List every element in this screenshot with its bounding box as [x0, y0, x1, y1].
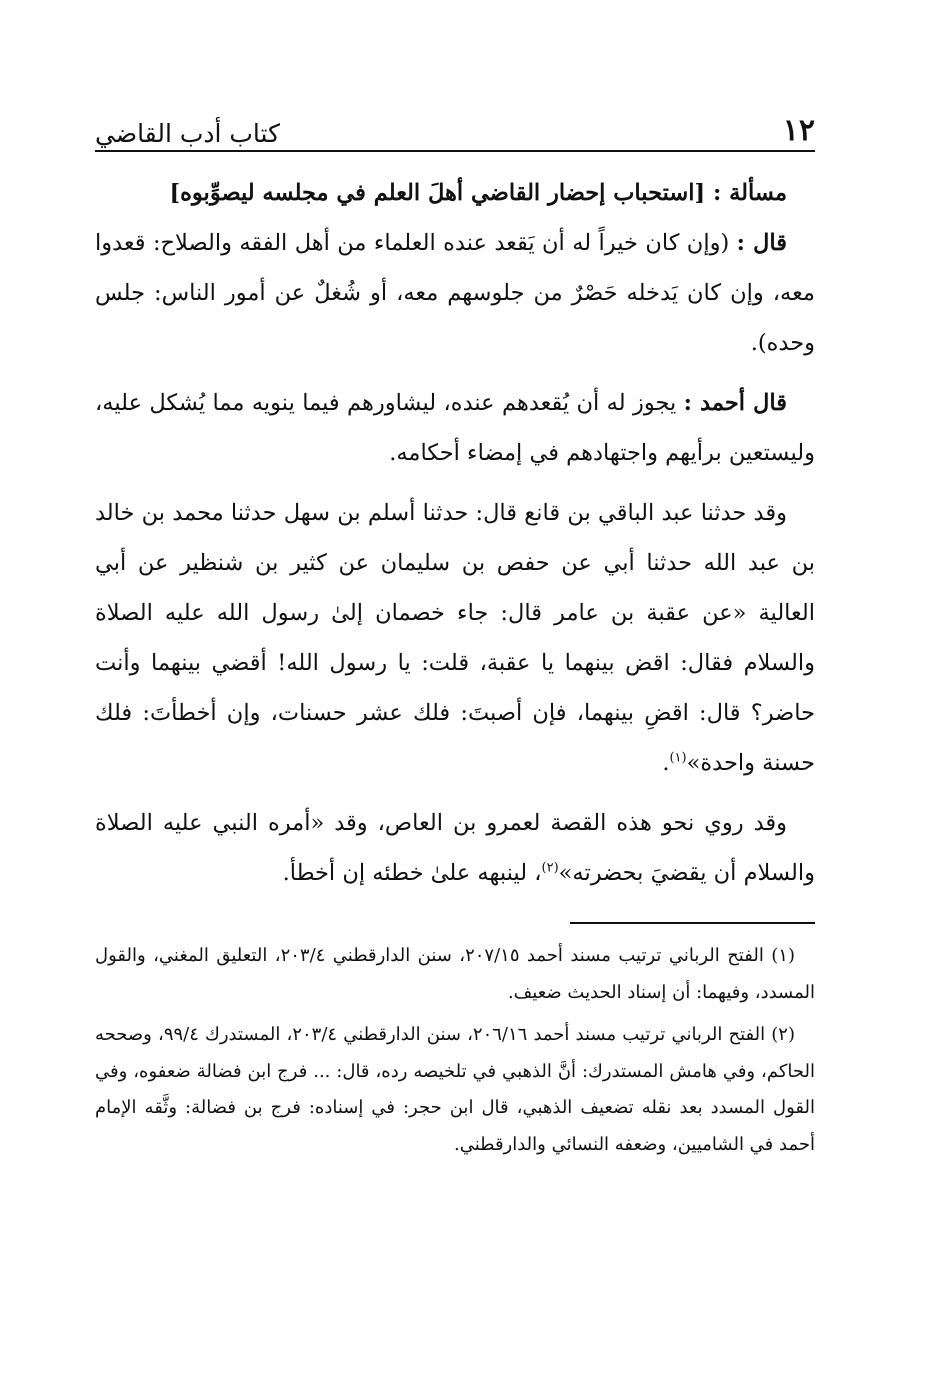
- footnotes: [95, 938, 815, 1169]
- footnote-ref-2: (٢): [541, 860, 559, 876]
- book-page: [95, 0, 815, 1378]
- paragraph-ahmad: [95, 378, 815, 478]
- paragraph-qala: [95, 218, 815, 368]
- amr-end: ، لينبهه علىٰ خطئه إن أخطأ.: [282, 860, 542, 886]
- qala-label: قال :: [736, 230, 787, 256]
- amr-text: وقد روي نحو هذه القصة لعمرو بن العاص، وقد «أمره النبي عليه الصلاة والسلام أن يقضيَ بحضرته»: [95, 810, 815, 886]
- ahmad-label: قال أحمد :: [683, 390, 788, 416]
- footnote-2: (٢) الفتح الرباني ترتيب مسند أحمد ٢٠٦/١٦، سنن الدارقطني ٢٠٣/٤، المستدرك ٩٩/٤، وصححه الحاكم، وفي هامش المستدرك: أنَّ الذهبي في تلخيصه رده، قال: ... فرج ابن فضالة ضعفوه، وفي القول المسدد بعد نقله تضعيف الذهبي، قال ابن حجر: في إسناده: فرج بن فضالة: وثَّقه الإمام أحمد في الشاميين، وضعفه النسائي والدارقطني.: [95, 1024, 815, 1155]
- footnote-ref-1: (١): [669, 750, 687, 766]
- running-header: [95, 96, 815, 152]
- ahmad-text: يجوز له أن يُقعدهم عنده، ليشاورهم فيما ينويه مما يُشكل عليه، وليستعين برأيهم واجتهادهم في إمضاء أحكامه.: [95, 390, 815, 466]
- page-number: ١٢: [782, 113, 815, 148]
- hadith-end: .: [662, 750, 670, 776]
- section-heading: مسألة : [استحباب إحضار القاضي أهلَ العلم في مجلسه ليصوِّبوه]: [169, 180, 787, 206]
- hadith-text: وقد حدثنا عبد الباقي بن قانع قال: حدثنا أسلم بن سهل حدثنا محمد بن خالد بن عبد الله حدثنا أبي عن حفص بن سليمان عن كثير بن شنظير عن أبي العالية «عن عقبة بن عامر قال: جاء خصمان إلىٰ رسول الله عليه الصلاة والسلام فقال: اقض بينهما يا عقبة، قلت: يا رسول الله! أقضي بينهما وأنت حاضر؟ قال: اقضِ بينهما، فإن أصبتَ: فلك عشر حسنات، وإن أخطأتَ: فلك حسنة واحدة»: [95, 500, 815, 776]
- footnote-1: (١) الفتح الرباني ترتيب مسند أحمد ٢٠٧/١٥، سنن الدارقطني ٢٠٣/٤، التعليق المغني، والقول المسدد، وفيهما: أن إسناد الحديث ضعيف.: [95, 945, 815, 1003]
- footnote-divider: [570, 922, 815, 924]
- book-title: كتاب أدب القاضي: [95, 119, 280, 148]
- main-text: [95, 168, 815, 908]
- qala-text: (وإن كان خيراً له أن يَقعد عنده العلماء من أهل الفقه والصلاح: قعدوا معه، وإن كان يَدخله حَصْرٌ من جلوسهم معه، أو شُغلٌ عن أمور الناس: جلس وحده).: [95, 230, 815, 356]
- paragraph-hadith: [95, 488, 815, 788]
- paragraph-amr: [95, 798, 815, 898]
